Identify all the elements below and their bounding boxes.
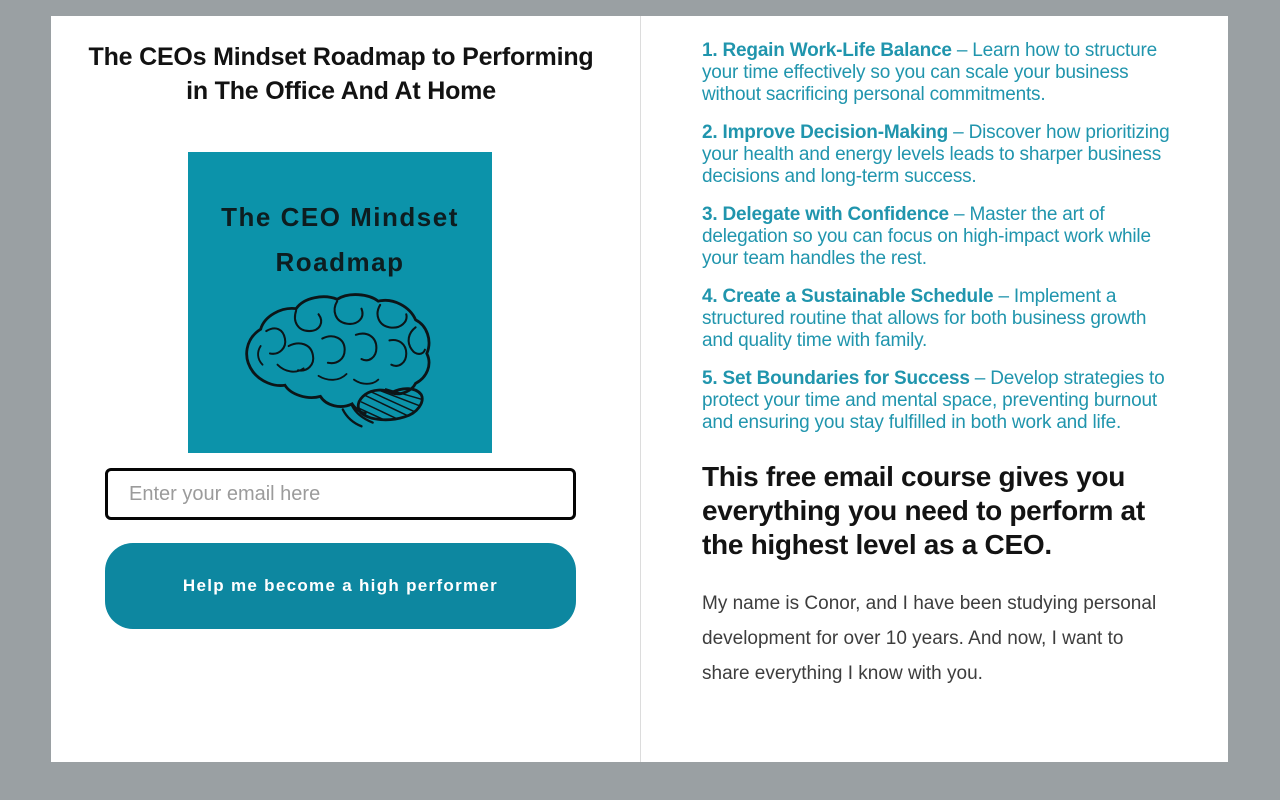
benefit-item-2-title: 2. Improve Decision-Making [702, 122, 949, 143]
benefit-item-4-title: 4. Create a Sustainable Schedule [702, 286, 994, 307]
benefits-column [702, 40, 1170, 691]
benefit-item-1-title: 1. Regain Work-Life Balance [702, 40, 952, 61]
author-intro-paragraph: My name is Conor, and I have been studying personal development for over 10 years. And now, I want to share everything I know with you. [702, 593, 1157, 684]
ebook-cover-card [188, 152, 492, 453]
benefit-item-4 [702, 286, 1170, 352]
benefit-item-5 [702, 368, 1170, 434]
ebook-title-line1: The CEO Mindset [221, 202, 459, 232]
page-title: The CEOs Mindset Roadmap to Performing in The Office And At Home [88, 43, 594, 105]
ebook-title-line2: Roadmap [275, 247, 405, 277]
benefit-item-3-title: 3. Delegate with Confidence [702, 204, 949, 225]
content-panel [51, 16, 1228, 762]
benefit-item-1-text: – Learn how to structure your time effectively so you can scale your business without sacrificing personal commitments. [702, 40, 1157, 105]
signup-cta-button[interactable]: Help me become a high performer [105, 543, 576, 629]
benefit-item-2 [702, 122, 1170, 188]
benefit-item-4-text: – Implement a structured routine that allows for both business growth and quality time with family. [702, 286, 1147, 351]
benefit-item-1 [702, 40, 1170, 106]
benefit-item-5-title: 5. Set Boundaries for Success [702, 368, 970, 389]
email-input[interactable] [105, 468, 576, 520]
column-divider [640, 16, 641, 762]
benefit-item-2-text: – Discover how prioritizing your health and energy levels leads to sharper business decisions and long-term success. [702, 122, 1170, 187]
benefit-item-3-text: – Master the art of delegation so you can focus on high-impact work while your team handles the rest. [702, 204, 1151, 269]
benefit-item-3 [702, 204, 1170, 270]
benefit-item-5-text: – Develop strategies to protect your time and mental space, preventing burnout and ensuring you stay fulfilled in both work and life. [702, 368, 1165, 433]
course-heading: This free email course gives you everything you need to perform at the highest level as a CEO. [702, 461, 1145, 560]
brain-icon [188, 290, 492, 435]
